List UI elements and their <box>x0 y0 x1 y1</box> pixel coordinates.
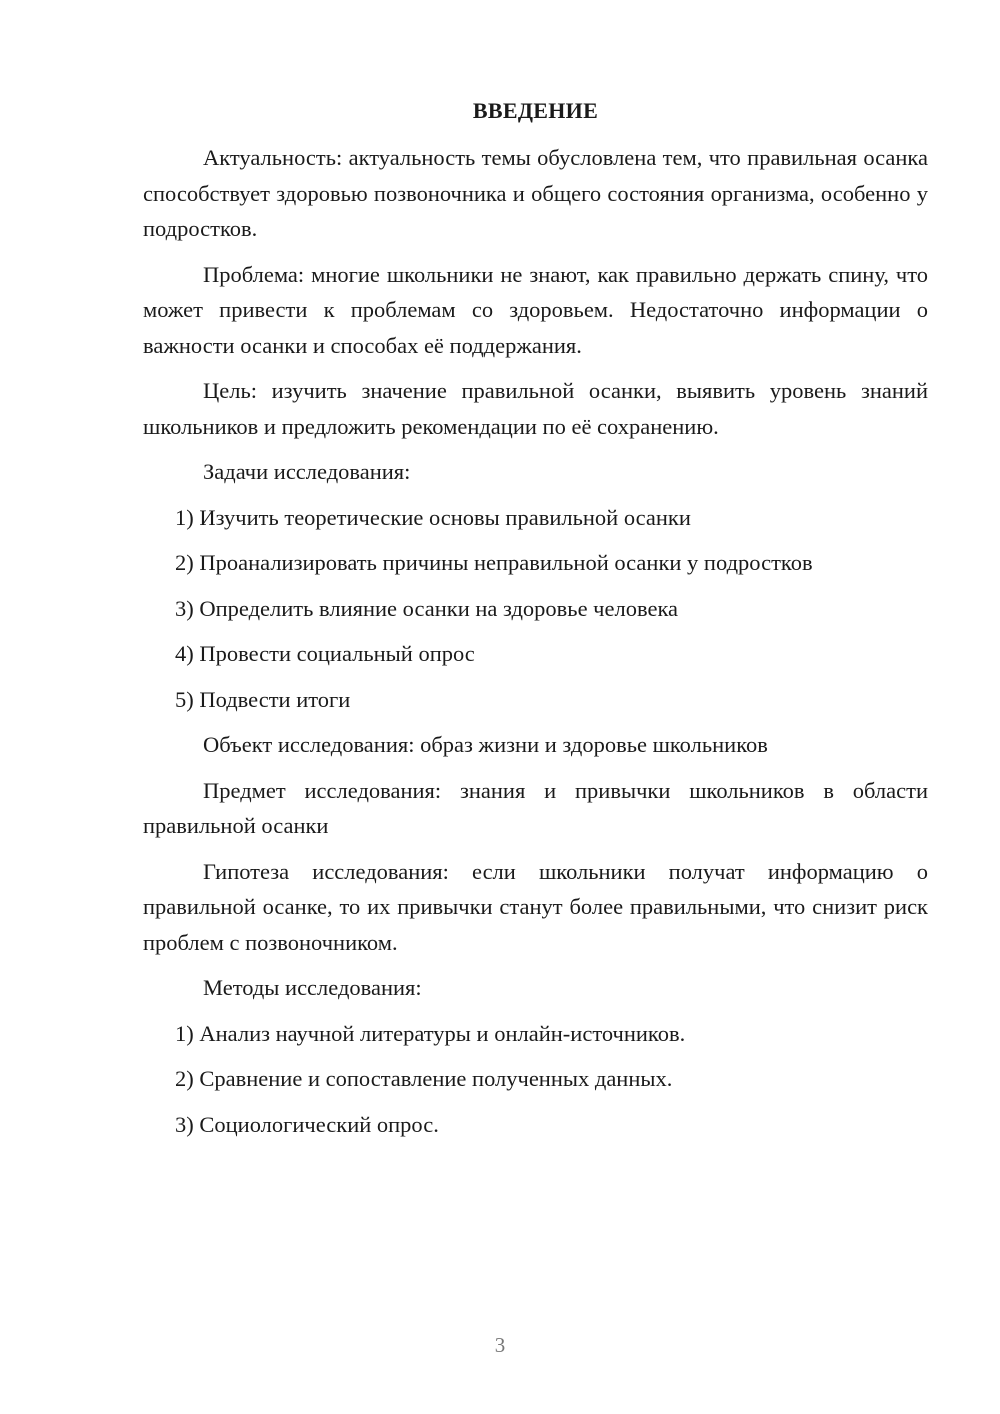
relevance-paragraph: Актуальность: актуальность темы обусловлена тем, что правильная осанка способствует здоровью позвоночника и общего состояния организма, особенно у подростков. <box>143 145 928 241</box>
method-item: 2) Сравнение и сопоставление полученных данных. <box>175 1066 673 1091</box>
task-item: 4) Провести социальный опрос <box>175 641 475 666</box>
task-item: 2) Проанализировать причины неправильной осанки у подростков <box>175 550 813 575</box>
method-item: 1) Анализ научной литературы и онлайн-источников. <box>175 1020 686 1046</box>
object-paragraph: Объект исследования: образ жизни и здоровье школьников <box>203 732 768 757</box>
document-title: ВВЕДЕНИЕ <box>472 98 599 123</box>
hypothesis-paragraph: Гипотеза исследования: если школьники получат информацию о правильной осанке, то их привычки станут более правильными, что снизит риск проблем с позвоночником. <box>143 858 928 955</box>
subject-paragraph: Предмет исследования: знания и привычки школьников в области правильной осанки <box>143 777 928 838</box>
method-item: 3) Социологический опрос. <box>175 1111 439 1137</box>
tasks-heading: Задачи исследования: <box>203 459 411 484</box>
task-item: 3) Определить влияние осанки на здоровье человека <box>175 595 679 621</box>
methods-list <box>143 1016 928 1143</box>
methods-heading: Методы исследования: <box>203 975 422 1000</box>
problem-paragraph: Проблема: многие школьники не знают, как правильно держать спину, что может привести к проблемам со здоровьем. Недостаточно информации о важности осанки и способах её поддержания. <box>143 261 928 358</box>
tasks-list <box>143 500 928 718</box>
goal-paragraph: Цель: изучить значение правильной осанки, выявить уровень знаний школьников и предложить рекомендации по её сохранению. <box>143 378 928 439</box>
page-number: 3 <box>494 1333 506 1357</box>
document-page <box>143 96 928 1152</box>
task-item: 1) Изучить теоретические основы правильной осанки <box>175 504 691 530</box>
task-item: 5) Подвести итоги <box>175 686 351 712</box>
